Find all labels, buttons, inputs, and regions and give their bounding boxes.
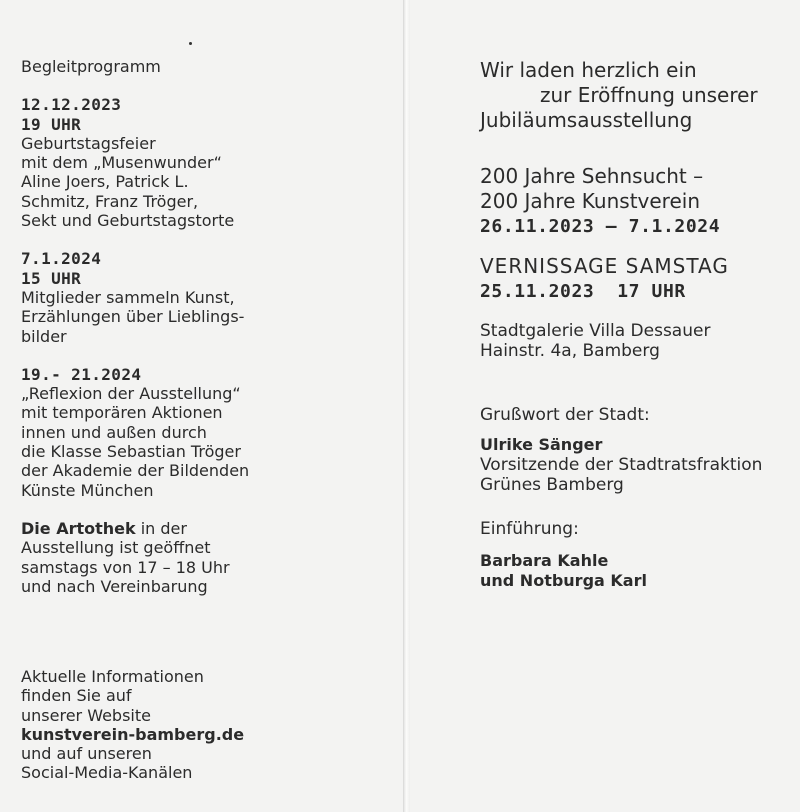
- venue: [480, 321, 790, 361]
- fold-line: [403, 0, 410, 812]
- artothek-line: und nach Vereinbarung: [21, 576, 208, 596]
- event-3-line: der Akademie der Bildenden: [21, 461, 250, 481]
- info-line: unserer Website: [21, 705, 151, 725]
- vernissage-heading: VERNISSAGE SAMSTAG: [480, 254, 729, 278]
- title-line: 200 Jahre Sehnsucht –: [480, 164, 704, 188]
- info-line: und auf unseren: [21, 744, 152, 764]
- invite-line: zur Eröffnung unserer: [540, 83, 758, 107]
- event-3-line: innen und außen durch: [21, 422, 207, 442]
- invite-line: Jubiläumsausstellung: [480, 108, 693, 132]
- title-line: 200 Jahre Kunstverein: [480, 189, 700, 213]
- vernissage-date: 25.11.2023 17 UHR: [480, 281, 686, 302]
- event-1-date: 12.12.2023: [21, 95, 122, 115]
- artothek-name: Die Artothek: [21, 518, 136, 538]
- greeting: [480, 405, 790, 495]
- event-3: [21, 365, 391, 500]
- event-1-line: Aline Joers, Patrick L.: [21, 172, 189, 192]
- event-1: [21, 95, 391, 230]
- left-panel: [21, 57, 391, 596]
- vernissage: [480, 254, 790, 304]
- event-2: [21, 249, 391, 345]
- event-3-line: mit temporären Aktionen: [21, 403, 223, 423]
- intro-name: Barbara Kahle: [480, 551, 609, 570]
- event-1-line: Geburtstagsfeier: [21, 133, 156, 153]
- event-3-line: Künste München: [21, 480, 154, 500]
- event-1-line: mit dem „Musenwunder“: [21, 153, 222, 173]
- website-text[interactable]: kunstverein-bamberg.de: [21, 724, 245, 744]
- program-heading: Begleitprogramm: [21, 57, 161, 76]
- artothek-rest: in der: [135, 518, 187, 538]
- event-2-line: Mitglieder sammeln Kunst,: [21, 287, 235, 307]
- event-1-line: Schmitz, Franz Tröger,: [21, 191, 199, 211]
- artothek-first-line: [21, 519, 391, 538]
- event-3-line: „Reflexion der Ausstellung“: [21, 384, 241, 404]
- event-1-line: Sekt und Geburtstagstorte: [21, 211, 235, 231]
- event-2-time: 15 UHR: [21, 268, 82, 288]
- event-2-date: 7.1.2024: [21, 249, 102, 269]
- print-dot: [189, 42, 192, 45]
- website-link[interactable]: [21, 725, 391, 744]
- venue-line: Stadtgalerie Villa Dessauer: [480, 321, 711, 341]
- event-2-line: Erzählungen über Lieblings-: [21, 307, 245, 327]
- event-2-line: bilder: [21, 326, 67, 346]
- info-line: finden Sie auf: [21, 686, 132, 706]
- invitation: [480, 58, 790, 133]
- artothek-block: [21, 519, 391, 596]
- invite-line: Wir laden herzlich ein: [480, 58, 697, 82]
- info-block: [21, 667, 391, 783]
- greeting-name: Ulrike Sänger: [480, 435, 603, 454]
- right-panel: [480, 58, 790, 591]
- info-line: Aktuelle Informationen: [21, 667, 204, 686]
- greeting-label: Grußwort der Stadt:: [480, 405, 650, 425]
- artothek-line: samstags von 17 – 18 Uhr: [21, 557, 230, 577]
- introduction: [480, 519, 790, 591]
- event-3-date: 19.- 21.2024: [21, 364, 142, 384]
- greeting-role: Grünes Bamberg: [480, 475, 624, 495]
- info-line: Social-Media-Kanälen: [21, 763, 193, 783]
- exhibition-title: [480, 164, 790, 239]
- intro-name: und Notburga Karl: [480, 571, 647, 590]
- greeting-role: Vorsitzende der Stadtratsfraktion: [480, 455, 763, 475]
- event-1-time: 19 UHR: [21, 114, 82, 134]
- event-3-line: die Klasse Sebastian Tröger: [21, 442, 241, 462]
- venue-line: Hainstr. 4a, Bamberg: [480, 341, 660, 361]
- exhibition-dates: 26.11.2023 – 7.1.2024: [480, 216, 721, 237]
- intro-label: Einführung:: [480, 519, 579, 539]
- artothek-line: Ausstellung ist geöffnet: [21, 538, 211, 558]
